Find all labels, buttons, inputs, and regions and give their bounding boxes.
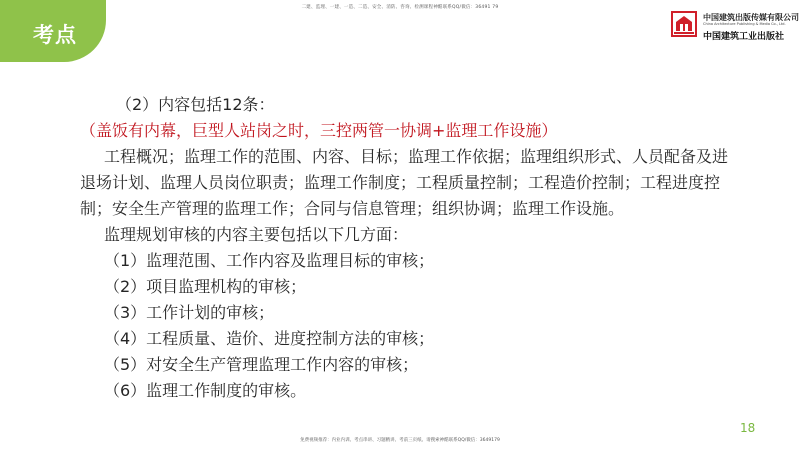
- review-item: （3）工作计划的审核；: [104, 303, 275, 322]
- publisher-name-en: China Architecture Publishing & Media Co., Ltd.: [703, 22, 786, 26]
- publisher-name-cn-secondary: 中国建筑工业出版社: [703, 32, 785, 42]
- review-item: （4）工程质量、造价、进度控制方法的审核；: [104, 329, 435, 348]
- slide-content: [80, 92, 740, 404]
- review-item: （6）监理工作制度的审核。: [104, 381, 307, 400]
- review-item: （2）项目监理机构的审核；: [104, 277, 307, 296]
- topic-badge-label: 考点: [33, 23, 77, 47]
- page-number: 18: [740, 421, 756, 435]
- review-item: （1）监理范围、工作内容及监理目标的审核；: [104, 251, 435, 270]
- publisher-logo-icon: [671, 11, 697, 37]
- publisher-logo: [671, 10, 799, 42]
- publisher-name-cn: 中国建筑出版传媒有限公司: [703, 13, 799, 22]
- review-heading: 监理规划审核的内容主要包括以下几方面：: [104, 225, 409, 244]
- review-item: （5）对安全生产管理监理工作内容的审核；: [104, 355, 419, 374]
- intro-paragraph: [80, 92, 740, 144]
- overview-paragraph: 工程概况；监理工作的范围、内容、目标；监理工作依据；监理组织形式、人员配备及进退场计划、监理人员岗位职责；监理工作制度；工程质量控制；工程造价控制；工程进度控制；安全生产管理的监理工作；合同与信息管理；组织协调；监理工作设施。: [80, 147, 729, 218]
- top-watermark: 二建、监理、一建、一造、二造、安全、消防、咨询、检测课程神酷联系QQ/微信：36491 79: [301, 5, 499, 10]
- mnemonic-text: （盖饭有内幕，巨型人站岗之时，三控两管一协调+监理工作设施）: [80, 121, 558, 140]
- bottom-watermark: 免费视频推荐：内业内训、考点串讲、习题精讲、考前三页纸、请搜索神酷联系QQ/微信：3649179: [300, 438, 500, 443]
- topic-badge: [0, 0, 110, 62]
- intro-prefix: （2）内容包括12条：: [116, 95, 275, 114]
